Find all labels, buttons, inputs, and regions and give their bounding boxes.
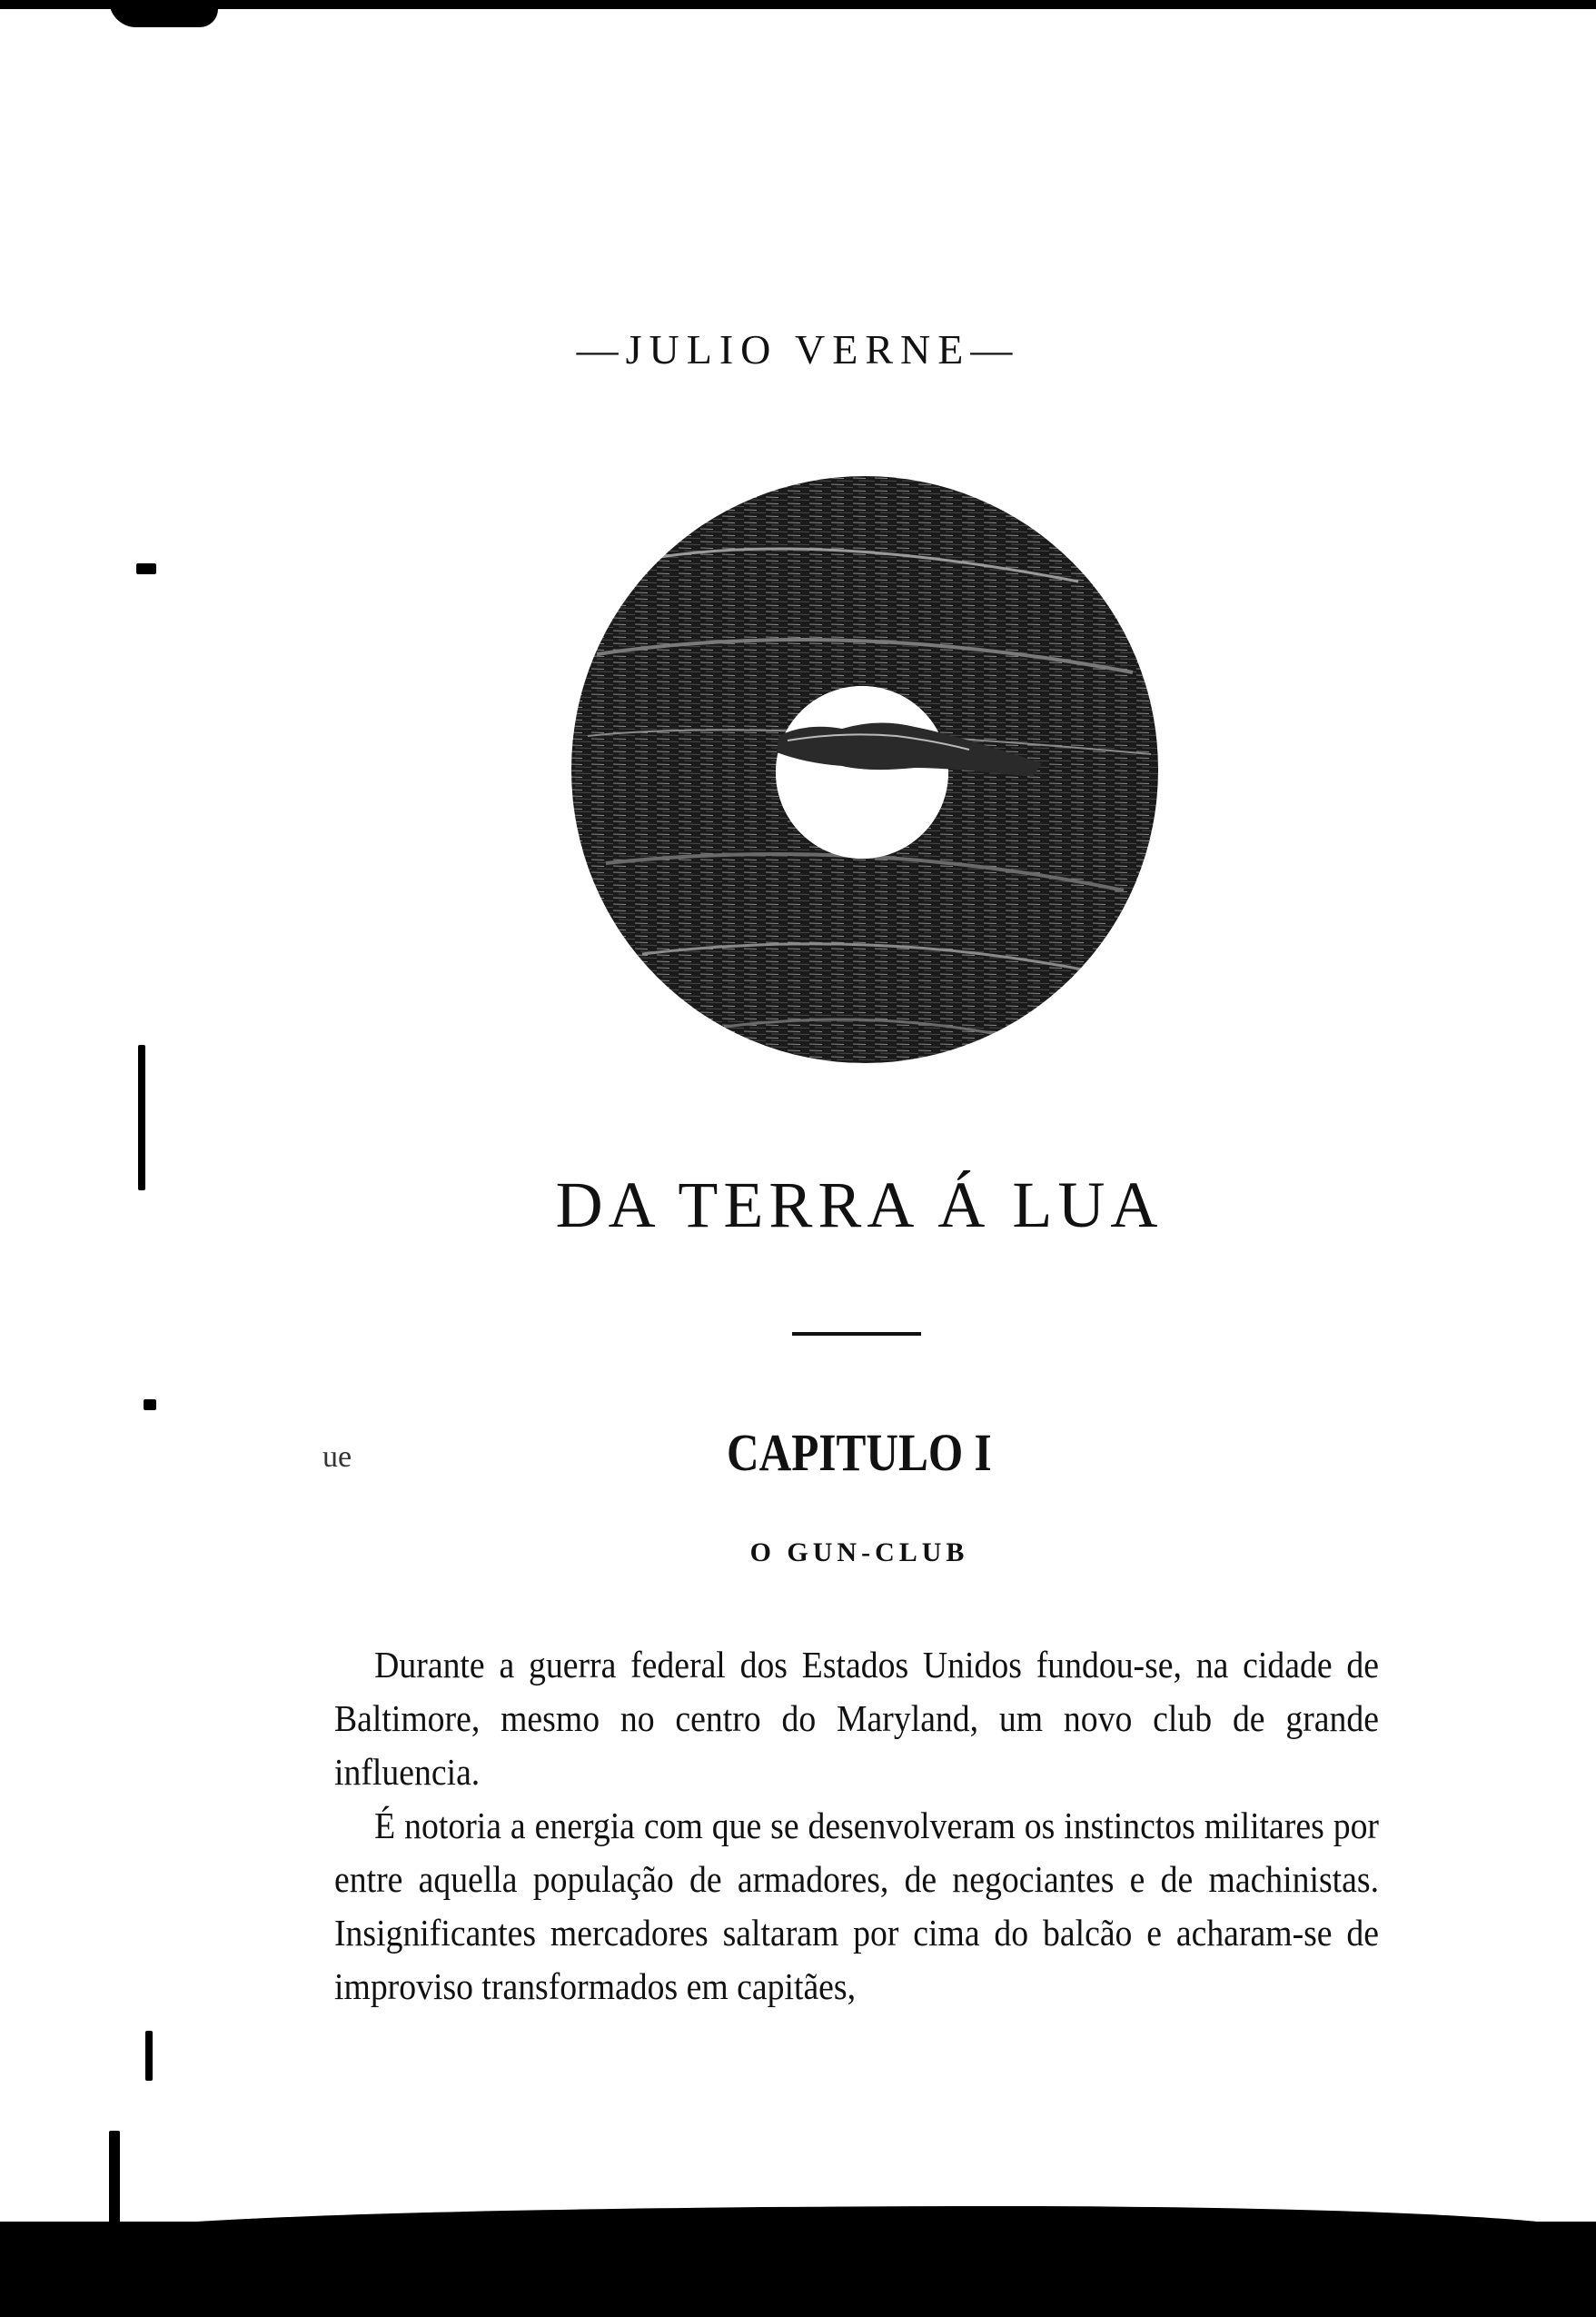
title-rule xyxy=(792,1332,921,1336)
author-name: —JULIO VERNE— xyxy=(576,326,1020,373)
ink-blot xyxy=(109,0,218,27)
binding-mark xyxy=(144,1399,156,1410)
moon-vignette xyxy=(570,463,1160,1077)
scan-bottom-edge xyxy=(0,2222,1596,2317)
binding-mark xyxy=(136,563,156,574)
paragraph: É notoria a energia com que se desenvolveram os instinctos militares por entre aquella população de armadores, de negociantes e de machinistas. Insignificantes mercadores saltaram por cima do balcão e acharam-se de improviso transformados em capitães, xyxy=(334,1805,1379,2007)
paragraph: Durante a guerra federal dos Estados Unidos fundou-se, na cidade de Baltimore, mesmo no centro do Maryland, um novo club de grande influencia. xyxy=(334,1644,1379,1793)
binding-mark xyxy=(145,2031,153,2081)
binding-mark xyxy=(109,2131,120,2231)
chapter-heading: CAPITULO I xyxy=(726,1423,992,1482)
chapter-subtitle: O GUN-CLUB xyxy=(749,1537,969,1567)
stray-text-fragment: ue xyxy=(322,1440,352,1474)
book-title: DA TERRA Á LUA xyxy=(555,1168,1164,1241)
body-text xyxy=(334,1638,1379,2014)
scan-top-edge xyxy=(0,0,1596,9)
